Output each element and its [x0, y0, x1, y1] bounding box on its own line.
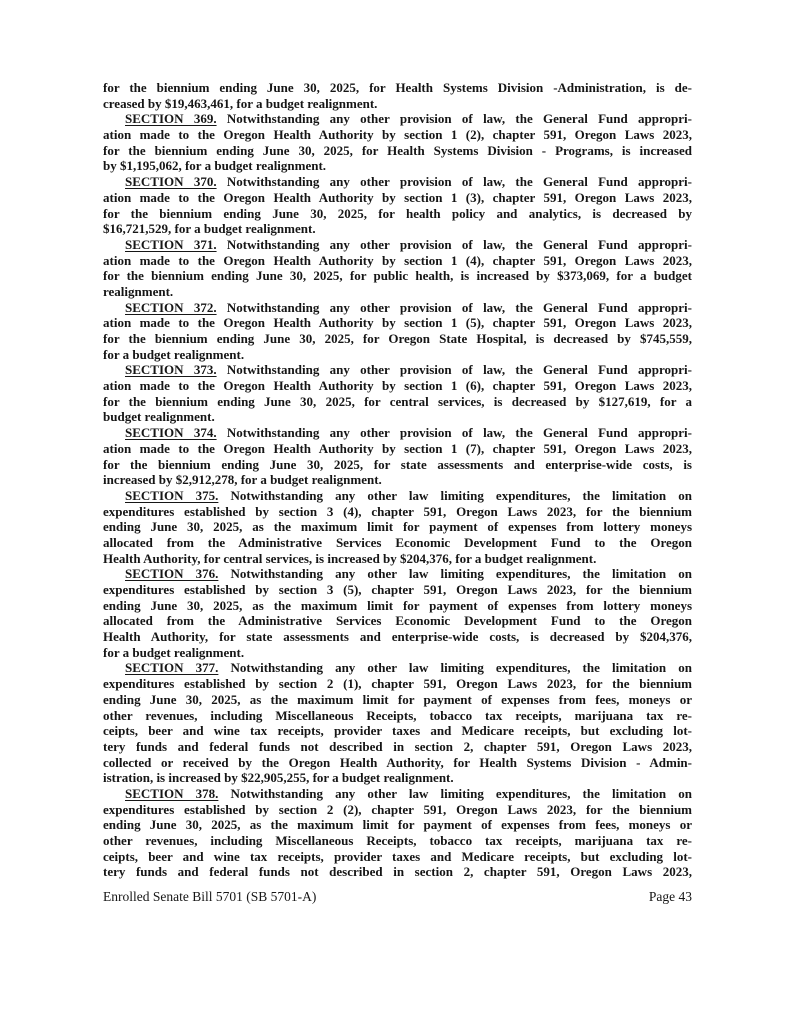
bill-text-line: [103, 613, 692, 629]
bill-text-line: [103, 331, 692, 347]
bill-line-text: ation made to the Oregon Health Authority by section 1 (2), chapter 591, Oregon Laws 2023,: [103, 127, 692, 143]
bill-text-line: [103, 268, 692, 284]
bill-text-line: [103, 708, 692, 724]
page-footer: [103, 889, 692, 905]
bill-line-text: creased by $19,463,461, for a budget realignment.: [103, 95, 378, 111]
bill-text-line: [103, 237, 692, 253]
bill-line-text: allocated from the Administrative Services Economic Development Fund to the Oregon: [103, 613, 692, 629]
bill-text-line: [103, 802, 692, 818]
bill-text-line: [103, 755, 692, 771]
bill-text-line: [103, 143, 692, 159]
bill-text-line: [103, 174, 692, 190]
bill-text-line: [103, 864, 692, 880]
bill-text-line: [103, 849, 692, 865]
bill-text-line: [103, 817, 692, 833]
section-heading-label: SECTION 376.: [125, 566, 219, 582]
bill-line-text: budget realignment.: [103, 409, 215, 425]
section-heading-label: SECTION 369.: [125, 111, 217, 127]
bill-text-line: [103, 441, 692, 457]
bill-text-line: [103, 284, 692, 300]
bill-text-line: [103, 80, 692, 96]
bill-line-text: ending June 30, 2025, as the maximum limit for payment of expenses from lottery moneys: [103, 597, 692, 613]
section-heading-label: SECTION 370.: [125, 174, 217, 190]
bill-text-line: [103, 300, 692, 316]
bill-text-line: [103, 315, 692, 331]
bill-body: [103, 80, 692, 880]
bill-line-text: expenditures established by section 2 (2), chapter 591, Oregon Laws 2023, for the biennium: [103, 801, 692, 817]
bill-line-text: ending June 30, 2025, as the maximum limit for payment of expenses from fees, moneys or: [103, 817, 692, 833]
bill-line-text: tery funds and federal funds not described in section 2, chapter 591, Oregon Laws 2023,: [103, 864, 692, 880]
bill-text-line: [103, 645, 692, 661]
bill-line-text: istration, is increased by $22,905,255, for a budget realignment.: [103, 770, 454, 786]
bill-text-line: [103, 96, 692, 112]
bill-line-text: for the biennium ending June 30, 2025, for public health, is increased by $373,069, for a budget: [103, 268, 692, 284]
bill-text-line: [103, 739, 692, 755]
bill-line-text: Notwithstanding any other provision of law, the General Fund appropri-: [216, 174, 692, 190]
bill-text-line: [103, 488, 692, 504]
section-heading-label: SECTION 374.: [125, 425, 217, 441]
bill-line-text: Notwithstanding any other law limiting expenditures, the limitation on: [218, 660, 692, 676]
bill-text-line: [103, 504, 692, 520]
bill-line-text: Notwithstanding any other provision of law, the General Fund appropri-: [216, 236, 692, 252]
bill-text-line: [103, 394, 692, 410]
bill-line-text: realignment.: [103, 283, 174, 299]
bill-text-line: [103, 770, 692, 786]
bill-line-text: expenditures established by section 3 (5), chapter 591, Oregon Laws 2023, for the biennium: [103, 582, 692, 597]
bill-text-line: [103, 190, 692, 206]
bill-line-text: ation made to the Oregon Health Authority by section 1 (7), chapter 591, Oregon Laws 2023,: [103, 440, 692, 456]
bill-text-line: [103, 409, 692, 425]
bill-line-text: ation made to the Oregon Health Authority by section 1 (4), chapter 591, Oregon Laws 2023,: [103, 252, 692, 268]
bill-line-text: other revenues, including Miscellaneous Receipts, tobacco tax receipts, marijuana tax re-: [103, 707, 692, 723]
bill-line-text: Notwithstanding any other law limiting expenditures, the limitation on: [218, 785, 692, 801]
bill-text-line: [103, 378, 692, 394]
bill-line-text: ation made to the Oregon Health Authority by section 1 (6), chapter 591, Oregon Laws 2023,: [103, 378, 692, 394]
bill-text-line: [103, 206, 692, 222]
bill-text-line: [103, 629, 692, 645]
bill-text-line: [103, 347, 692, 363]
section-heading-label: SECTION 378.: [125, 785, 219, 801]
bill-line-text: for the biennium ending June 30, 2025, for Oregon State Hospital, is decreased by $745,559,: [103, 331, 692, 346]
bill-text-line: [103, 676, 692, 692]
bill-line-text: for the biennium ending June 30, 2025, for central services, is decreased by $127,619, for a: [103, 393, 692, 409]
bill-line-text: ending June 30, 2025, as the maximum limit for payment of expenses from fees, moneys or: [103, 691, 692, 707]
bill-line-text: Notwithstanding any other provision of law, the General Fund appropri-: [216, 111, 692, 127]
bill-text-line: [103, 660, 692, 676]
bill-line-text: Notwithstanding any other law limiting expenditures, the limitation on: [218, 566, 692, 582]
bill-text-line: [103, 598, 692, 614]
bill-line-text: Notwithstanding any other provision of law, the General Fund appropri-: [216, 425, 692, 441]
bill-text-line: [103, 425, 692, 441]
bill-line-text: collected or received by the Oregon Health Authority, for Health Systems Division - Admin-: [103, 754, 692, 770]
bill-line-text: Health Authority, for state assessments and enterprise-wide costs, is decreased by $204,376,: [103, 629, 692, 645]
bill-text-line: [103, 127, 692, 143]
section-heading-label: SECTION 371.: [125, 236, 217, 252]
bill-line-text: $16,721,529, for a budget realignment.: [103, 221, 316, 237]
section-heading-label: SECTION 372.: [125, 299, 217, 315]
bill-text-line: [103, 566, 692, 582]
bill-line-text: Health Authority, for central services, is increased by $204,376, for a budget realignment.: [103, 550, 597, 566]
bill-text-line: [103, 833, 692, 849]
bill-line-text: by $1,195,062, for a budget realignment.: [103, 158, 327, 174]
bill-line-text: ceipts, beer and wine tax receipts, provider taxes and Medicare receipts, but excluding lot-: [103, 723, 692, 739]
bill-line-text: ceipts, beer and wine tax receipts, provider taxes and Medicare receipts, but excluding lot-: [103, 848, 692, 864]
footer-bill-title: Enrolled Senate Bill 5701 (SB 5701-A): [103, 889, 317, 904]
bill-text-line: [103, 362, 692, 378]
bill-line-text: ation made to the Oregon Health Authority by section 1 (3), chapter 591, Oregon Laws 2023,: [103, 189, 692, 205]
bill-line-text: for the biennium ending June 30, 2025, for health policy and analytics, is decreased by: [103, 205, 692, 221]
bill-text-line: [103, 551, 692, 567]
bill-line-text: expenditures established by section 2 (1), chapter 591, Oregon Laws 2023, for the biennium: [103, 676, 692, 692]
bill-text-line: [103, 519, 692, 535]
section-heading-label: SECTION 375.: [125, 487, 219, 503]
bill-line-text: for the biennium ending June 30, 2025, for Health Systems Division - Programs, is increased: [103, 142, 692, 158]
bill-text-line: [103, 723, 692, 739]
bill-text-line: [103, 582, 692, 598]
bill-line-text: expenditures established by section 3 (4), chapter 591, Oregon Laws 2023, for the biennium: [103, 503, 692, 519]
bill-line-text: for the biennium ending June 30, 2025, for state assessments and enterprise-wide costs, is: [103, 456, 692, 472]
section-heading-label: SECTION 377.: [125, 660, 219, 676]
bill-line-text: for a budget realignment.: [103, 644, 245, 660]
bill-text-line: [103, 692, 692, 708]
bill-line-text: tery funds and federal funds not described in section 2, chapter 591, Oregon Laws 2023,: [103, 738, 692, 754]
bill-text-line: [103, 221, 692, 237]
bill-line-text: ending June 30, 2025, as the maximum limit for payment of expenses from lottery moneys: [103, 519, 692, 535]
bill-text-line: [103, 457, 692, 473]
bill-text-line: [103, 535, 692, 551]
bill-line-text: other revenues, including Miscellaneous Receipts, tobacco tax receipts, marijuana tax re-: [103, 833, 692, 848]
bill-line-text: allocated from the Administrative Services Economic Development Fund to the Oregon: [103, 534, 692, 550]
bill-line-text: for the biennium ending June 30, 2025, for Health Systems Division -Administration, is de-: [103, 80, 692, 95]
bill-text-line: [103, 253, 692, 269]
footer-page-number: Page 43: [648, 889, 692, 904]
bill-line-text: ation made to the Oregon Health Authority by section 1 (5), chapter 591, Oregon Laws 2023,: [103, 315, 692, 331]
bill-text-line: [103, 111, 692, 127]
bill-line-text: Notwithstanding any other law limiting expenditures, the limitation on: [218, 487, 692, 503]
section-heading-label: SECTION 373.: [125, 362, 217, 378]
bill-text-line: [103, 158, 692, 174]
bill-line-text: Notwithstanding any other provision of law, the General Fund appropri-: [216, 362, 692, 378]
bill-text-line: [103, 786, 692, 802]
bill-line-text: Notwithstanding any other provision of law, the General Fund appropri-: [216, 299, 692, 315]
bill-line-text: for a budget realignment.: [103, 346, 245, 362]
bill-text-line: [103, 472, 692, 488]
bill-line-text: increased by $2,912,278, for a budget realignment.: [103, 472, 382, 488]
